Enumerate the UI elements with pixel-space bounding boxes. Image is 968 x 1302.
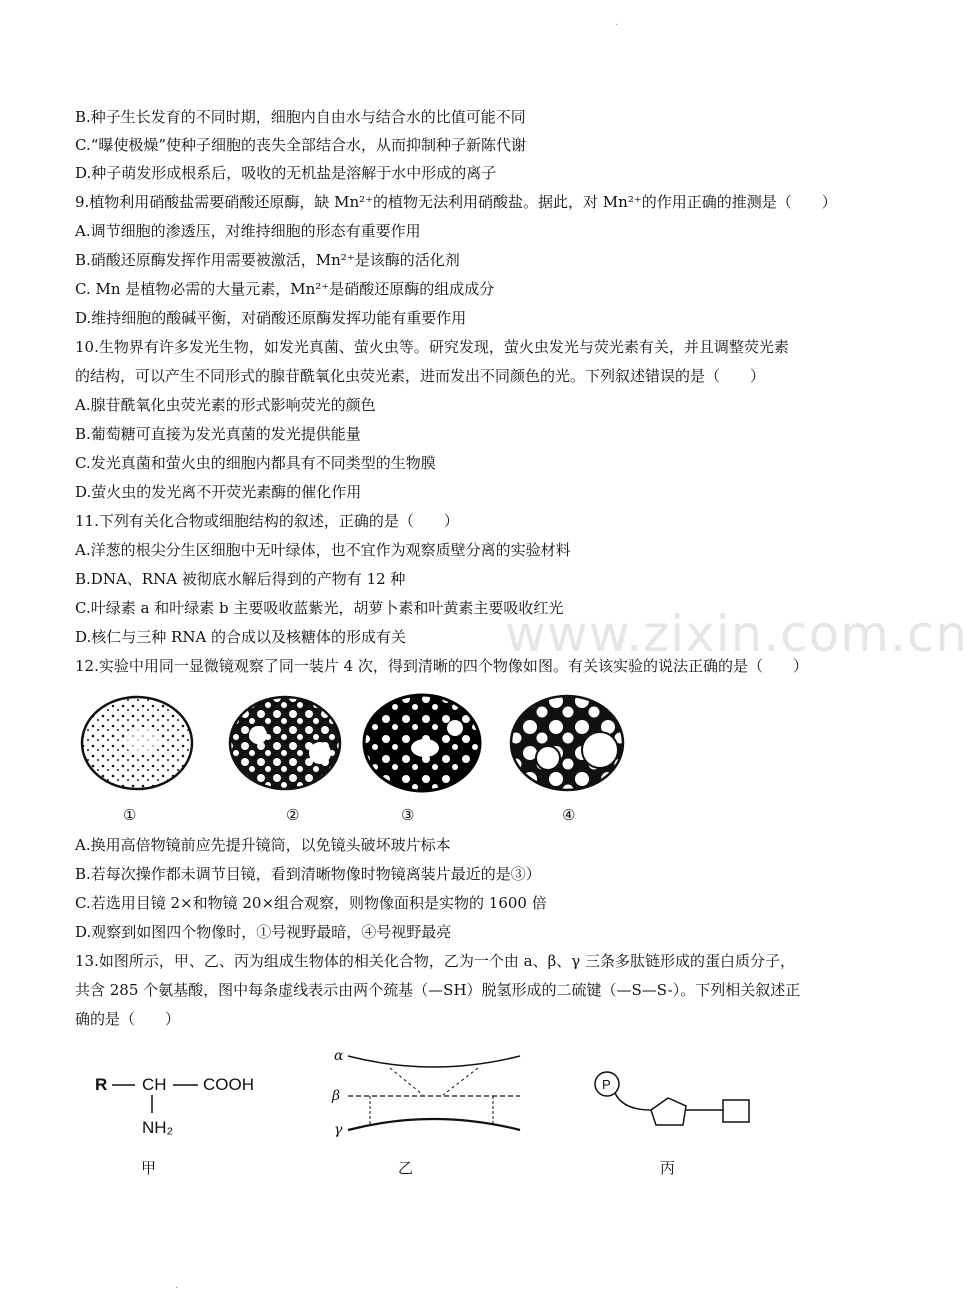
- option-10a: A.腺苷酰氧化虫荧光素的形式影响荧光的颜色: [75, 396, 376, 414]
- pentose-sugar-shape: [651, 1098, 686, 1125]
- question-9: 9.植物利用硝酸盐需要硝酸还原酶，缺 Mn²⁺的植物无法利用硝酸盐。据此，对 Mn²⁺的作用正确的推测是（ ）: [75, 193, 837, 211]
- base-square: [723, 1100, 749, 1122]
- amino-acid-diagram: [95, 1065, 280, 1145]
- disulfide-bond: [443, 1068, 478, 1095]
- option-11b: B.DNA、RNA 被彻底水解后得到的产物有 12 种: [75, 570, 406, 588]
- question-10-line1: 10.生物界有许多发光生物，如发光真菌、萤火虫等。研究发现，萤火虫发光与荧光素有关，并且调整荧光素: [75, 338, 789, 356]
- option-12c: C.若选用目镜 2×和物镜 20×组合观察，则物像面积是实物的 1600 倍: [75, 894, 547, 912]
- option-11d: D.核仁与三种 RNA 的合成以及核糖体的形成有关: [75, 628, 407, 646]
- phosphate-label: P: [602, 1077, 611, 1092]
- nucleotide-diagram: [593, 1070, 758, 1135]
- option-8c: C.“曝使极燥”使种子细胞的丧失全部结合水，从而抑制种子新陈代谢: [75, 136, 527, 154]
- micro-caption-4: ④: [562, 806, 576, 824]
- ch-label: CH: [142, 1075, 167, 1094]
- option-10b: B.葡萄糖可直接为发光真菌的发光提供能量: [75, 425, 361, 443]
- microscope-image-4: [511, 696, 623, 790]
- alpha-chain: [348, 1056, 520, 1067]
- option-9b: B.硝酸还原酶发挥作用需要被激活，Mn²⁺是该酶的活化剂: [75, 251, 460, 269]
- question-10-line2: 的结构，可以产生不同形式的腺苷酰氧化虫荧光素，进而发出不同颜色的光。下列叙述错误的是（ ）: [75, 367, 766, 385]
- microscope-figure: [80, 693, 660, 793]
- page-dot: ·: [175, 1283, 179, 1294]
- caption-bing: 丙: [660, 1159, 676, 1177]
- option-12a: A.换用高倍物镜前应先提升镜筒，以免镜头破坏玻片标本: [75, 836, 451, 854]
- phosphate-bond: [615, 1093, 651, 1110]
- microscope-image-1: [82, 697, 192, 789]
- question-12: 12.实验中用同一显微镜观察了同一装片 4 次，得到清晰的四个物像如图。有关该实验的说法正确的是（ ）: [75, 657, 808, 675]
- nh2-label: NH₂: [142, 1118, 174, 1137]
- question-13-line3: 确的是（ ）: [75, 1010, 181, 1028]
- disulfide-bond: [390, 1068, 423, 1095]
- r-group-label: R: [95, 1075, 108, 1094]
- alpha-label: α: [334, 1048, 344, 1064]
- question-13-line1: 13.如图所示，甲、乙、丙为组成生物体的相关化合物，乙为一个由 a、β、γ 三条多肽链形成的蛋白质分子，: [75, 952, 795, 970]
- option-11a: A.洋葱的根尖分生区细胞中无叶绿体，也不宜作为观察质壁分离的实验材料: [75, 541, 571, 559]
- option-8b: B.种子生长发育的不同时期，细胞内自由水与结合水的比值可能不同: [75, 108, 526, 126]
- watermark: www.zixin.com.cn: [505, 605, 968, 663]
- gamma-label: γ: [334, 1122, 343, 1138]
- micro-caption-1: ①: [123, 806, 137, 824]
- option-9c: C. Mn 是植物必需的大量元素，Mn²⁺是硝酸还原酶的组成成分: [75, 280, 495, 298]
- caption-jia: 甲: [141, 1159, 157, 1177]
- micro-caption-2: ②: [286, 806, 300, 824]
- microscope-image-3: [364, 695, 480, 791]
- option-10d: D.萤火虫的发光离不开荧光素酶的催化作用: [75, 483, 362, 501]
- option-9d: D.维持细胞的酸碱平衡，对硝酸还原酶发挥功能有重要作用: [75, 309, 467, 327]
- option-11c: C.叶绿素 a 和叶绿素 b 主要吸收蓝紫光，胡萝卜素和叶黄素主要吸收红光: [75, 599, 564, 617]
- option-12d: D.观察到如图四个物像时，①号视野最暗，④号视野最亮: [75, 923, 452, 941]
- microscope-image-2: [230, 697, 340, 789]
- beta-label: β: [332, 1088, 341, 1104]
- question-11: 11.下列有关化合物或细胞结构的叙述，正确的是（ ）: [75, 512, 459, 530]
- micro-caption-3: ③: [401, 806, 415, 824]
- protein-diagram: [328, 1048, 528, 1138]
- option-10c: C.发光真菌和萤火虫的细胞内都具有不同类型的生物膜: [75, 454, 436, 472]
- gamma-chain: [348, 1119, 520, 1130]
- caption-yi: 乙: [398, 1159, 414, 1177]
- cooh-label: COOH: [203, 1075, 254, 1094]
- option-9a: A.调节细胞的渗透压，对维持细胞的形态有重要作用: [75, 222, 421, 240]
- page-dot: ·: [615, 20, 619, 31]
- question-13-line2: 共含 285 个氨基酸，图中每条虚线表示由两个巯基（—SH）脱氢形成的二硫键（—S—S-）。下列相关叙述正: [75, 981, 801, 999]
- option-12b: B.若每次操作都未调节目镜，看到清晰物像时物镜离装片最近的是③）: [75, 865, 541, 883]
- option-8d: D.种子萌发形成根系后，吸收的无机盐是溶解于水中形成的离子: [75, 164, 497, 182]
